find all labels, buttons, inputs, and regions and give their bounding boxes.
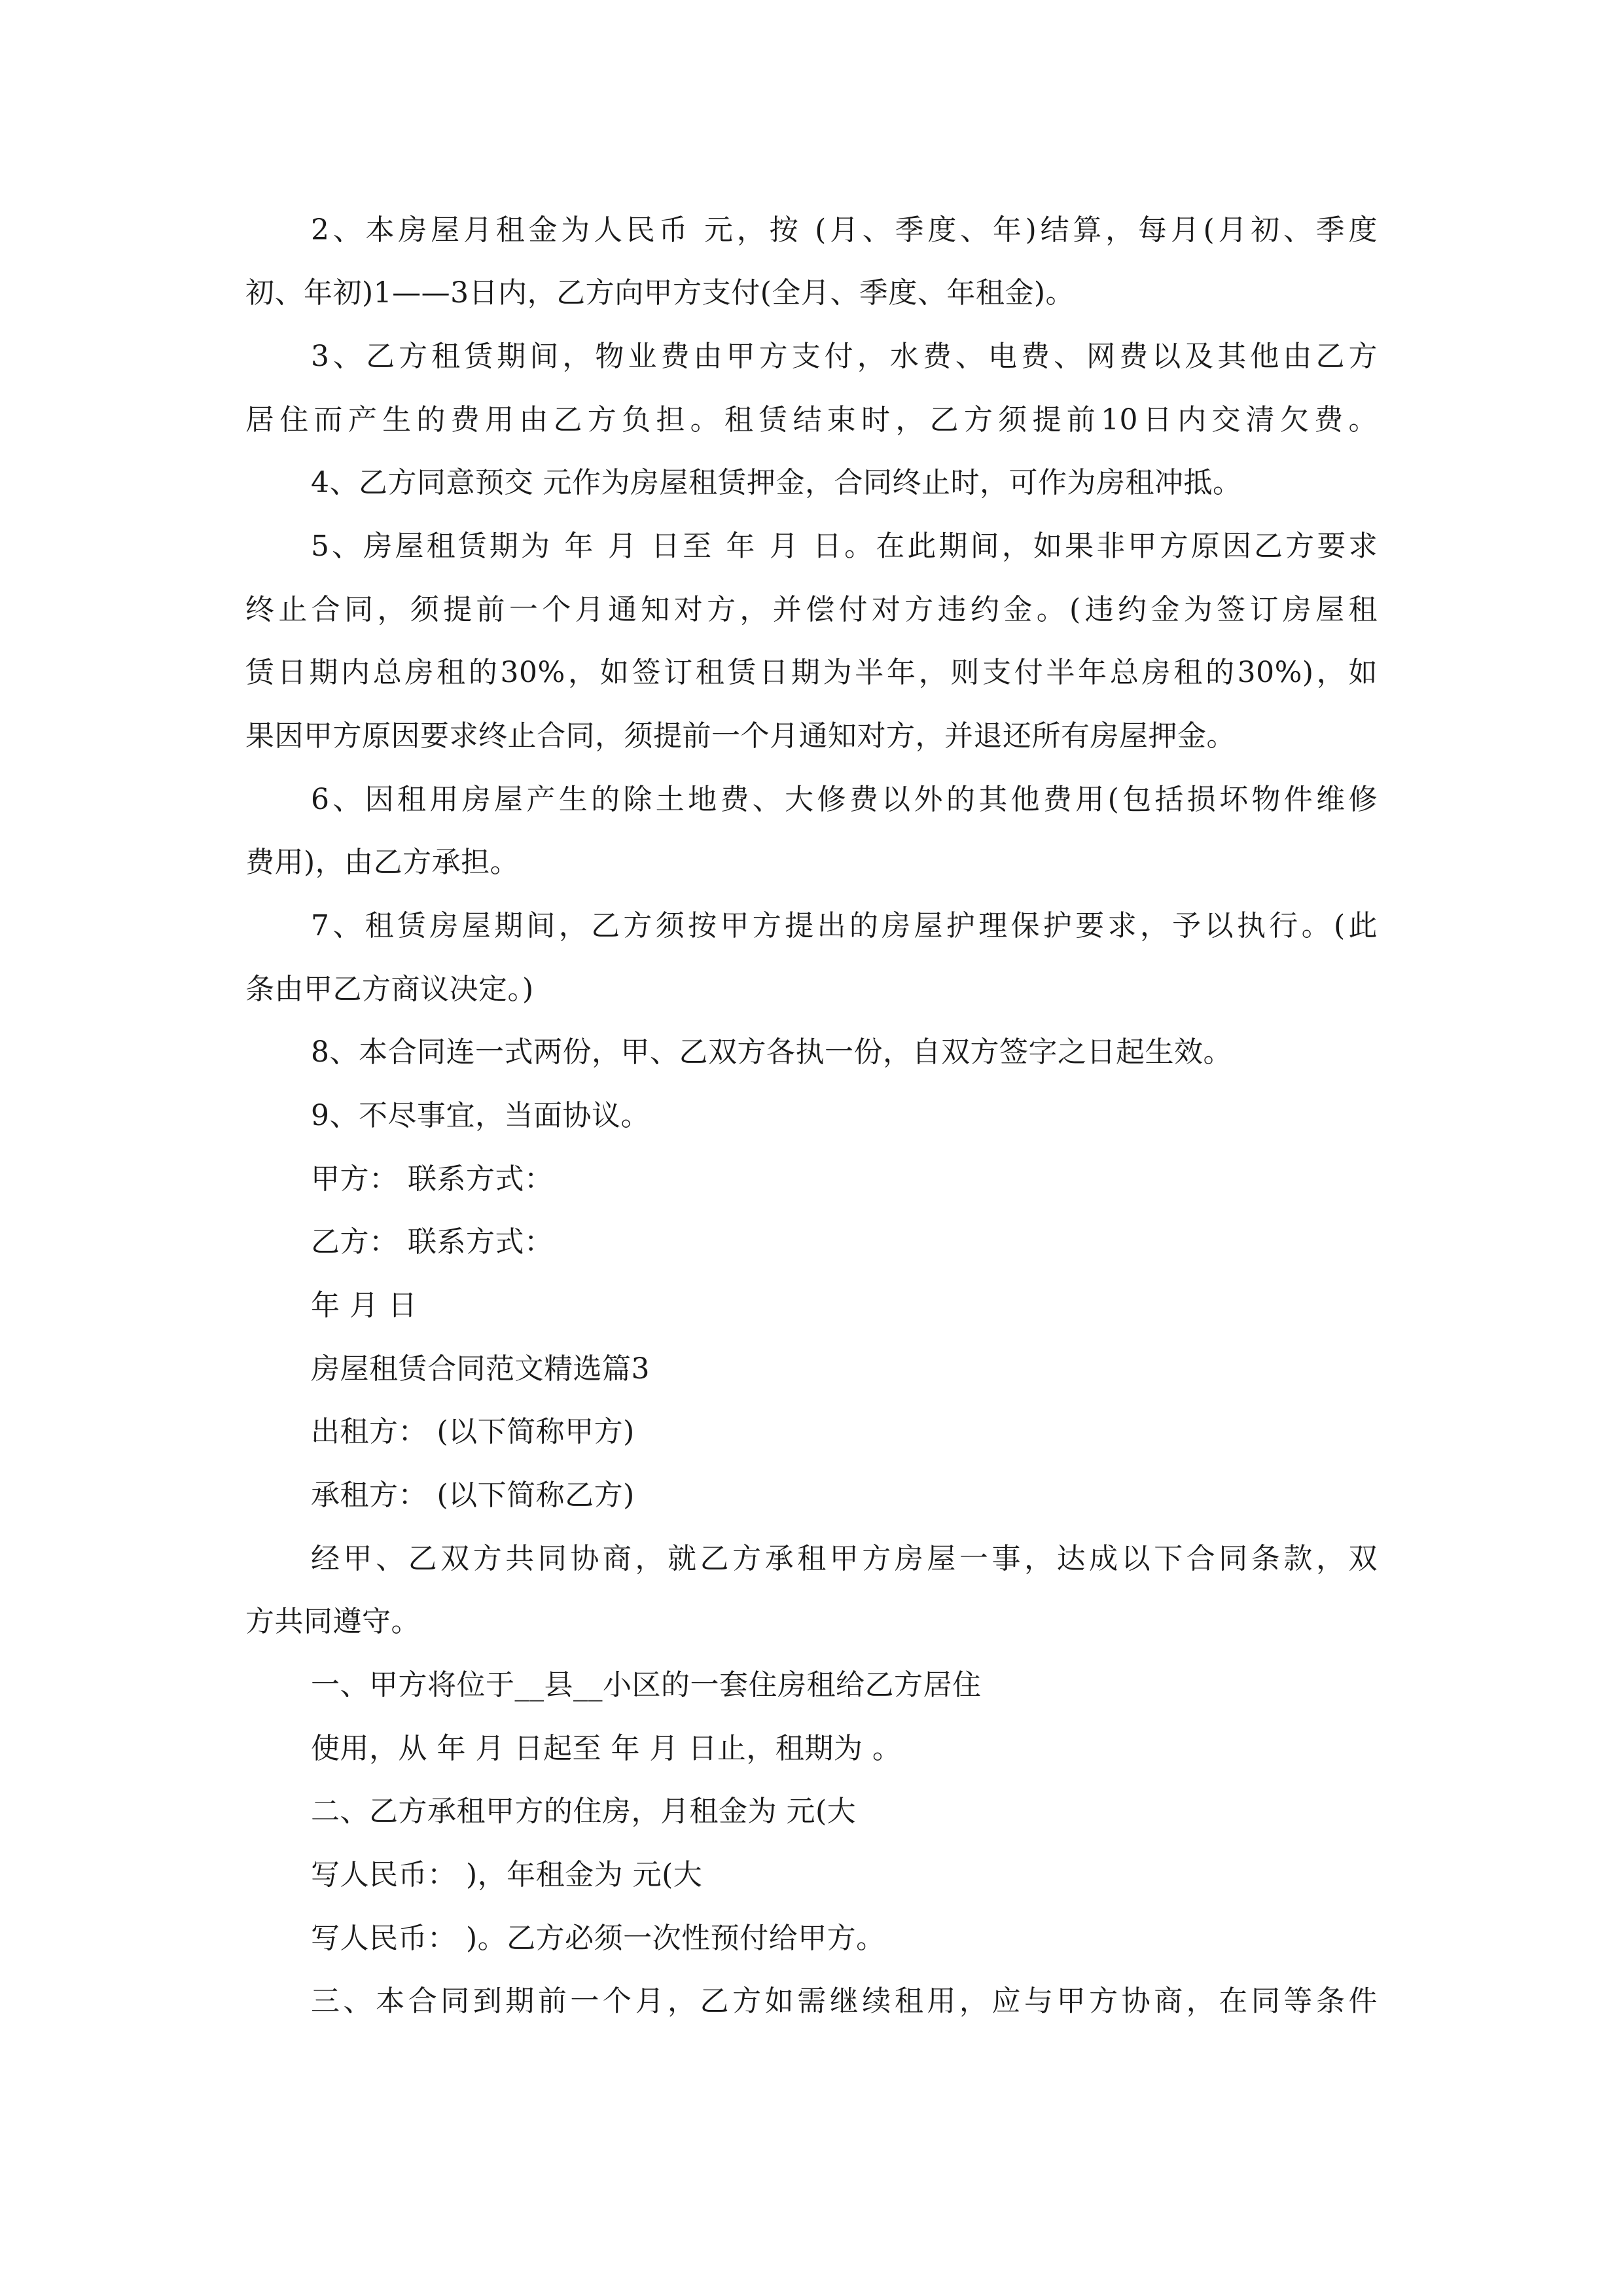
paragraph-line: 终止合同，须提前一个月通知对方，并偿付对方违约金。(违约金为签订房屋租	[245, 593, 1378, 626]
lessee-line: 承租方： (以下简称乙方)	[311, 1479, 635, 1512]
paragraph-line: 费用)，由乙方承担。	[245, 846, 520, 879]
paragraph-line: 5、房屋租赁期为 年 月 日至 年 月 日。在此期间，如果非甲方原因乙方要求	[311, 529, 1378, 563]
paragraph-line: 8、本合同连一式两份，甲、乙双方各执一份，自双方签字之日起生效。	[311, 1035, 1232, 1069]
paragraph-line: 初、年初)1——3日内，乙方向甲方支付(全月、季度、年租金)。	[245, 276, 1075, 310]
paragraph-line: 2、本房屋月租金为人民币 元，按 (月、季度、年)结算，每月(月初、季度	[311, 213, 1378, 247]
paragraph-line: 赁日期内总房租的30%，如签订租赁日期为半年，则支付半年总房租的30%)，如	[245, 656, 1378, 689]
paragraph-line: 使用，从 年 月 日起至 年 月 日止，租期为 。	[311, 1732, 902, 1765]
signature-date: 年 月 日	[311, 1289, 418, 1322]
paragraph-line: 三、本合同到期前一个月，乙方如需继续租用，应与甲方协商，在同等条件	[311, 1984, 1378, 2018]
paragraph-line: 写人民币： )。乙方必须一次性预付给甲方。	[311, 1922, 885, 1955]
paragraph-line: 经甲、乙双方共同协商，就乙方承租甲方房屋一事，达成以下合同条款，双	[311, 1542, 1378, 1575]
paragraph-line: 一、甲方将位于__县__小区的一套住房租给乙方居住	[311, 1668, 982, 1702]
paragraph-line: 居住而产生的费用由乙方负担。租赁结束时，乙方须提前10日内交清欠费。	[245, 403, 1378, 437]
paragraph-line: 方共同遵守。	[245, 1605, 420, 1638]
paragraph-line: 9、不尽事宜，当面协议。	[311, 1099, 650, 1132]
paragraph-line: 6、因租用房屋产生的除土地费、大修费以外的其他费用(包括损坏物件维修	[311, 783, 1378, 816]
paragraph-line: 4、乙方同意预交 元作为房屋租赁押金，合同终止时，可作为房租冲抵。	[311, 466, 1242, 499]
signature-party-a: 甲方： 联系方式：	[311, 1162, 554, 1196]
paragraph-line: 7、租赁房屋期间，乙方须按甲方提出的房屋护理保护要求，予以执行。(此	[311, 909, 1378, 942]
lessor-line: 出租方： (以下简称甲方)	[311, 1415, 635, 1448]
paragraph-line: 3、乙方租赁期间，物业费由甲方支付，水费、电费、网费以及其他由乙方	[311, 340, 1378, 373]
section-title: 房屋租赁合同范文精选篇3	[311, 1352, 650, 1386]
paragraph-line: 二、乙方承租甲方的住房，月租金为 元(大	[311, 1795, 857, 1828]
paragraph-line: 果因甲方原因要求终止合同，须提前一个月通知对方，并退还所有房屋押金。	[245, 719, 1236, 753]
paragraph-line: 写人民币： )，年租金为 元(大	[311, 1858, 703, 1892]
paragraph-line: 条由甲乙方商议决定。)	[245, 973, 534, 1006]
signature-party-b: 乙方： 联系方式：	[311, 1225, 554, 1259]
